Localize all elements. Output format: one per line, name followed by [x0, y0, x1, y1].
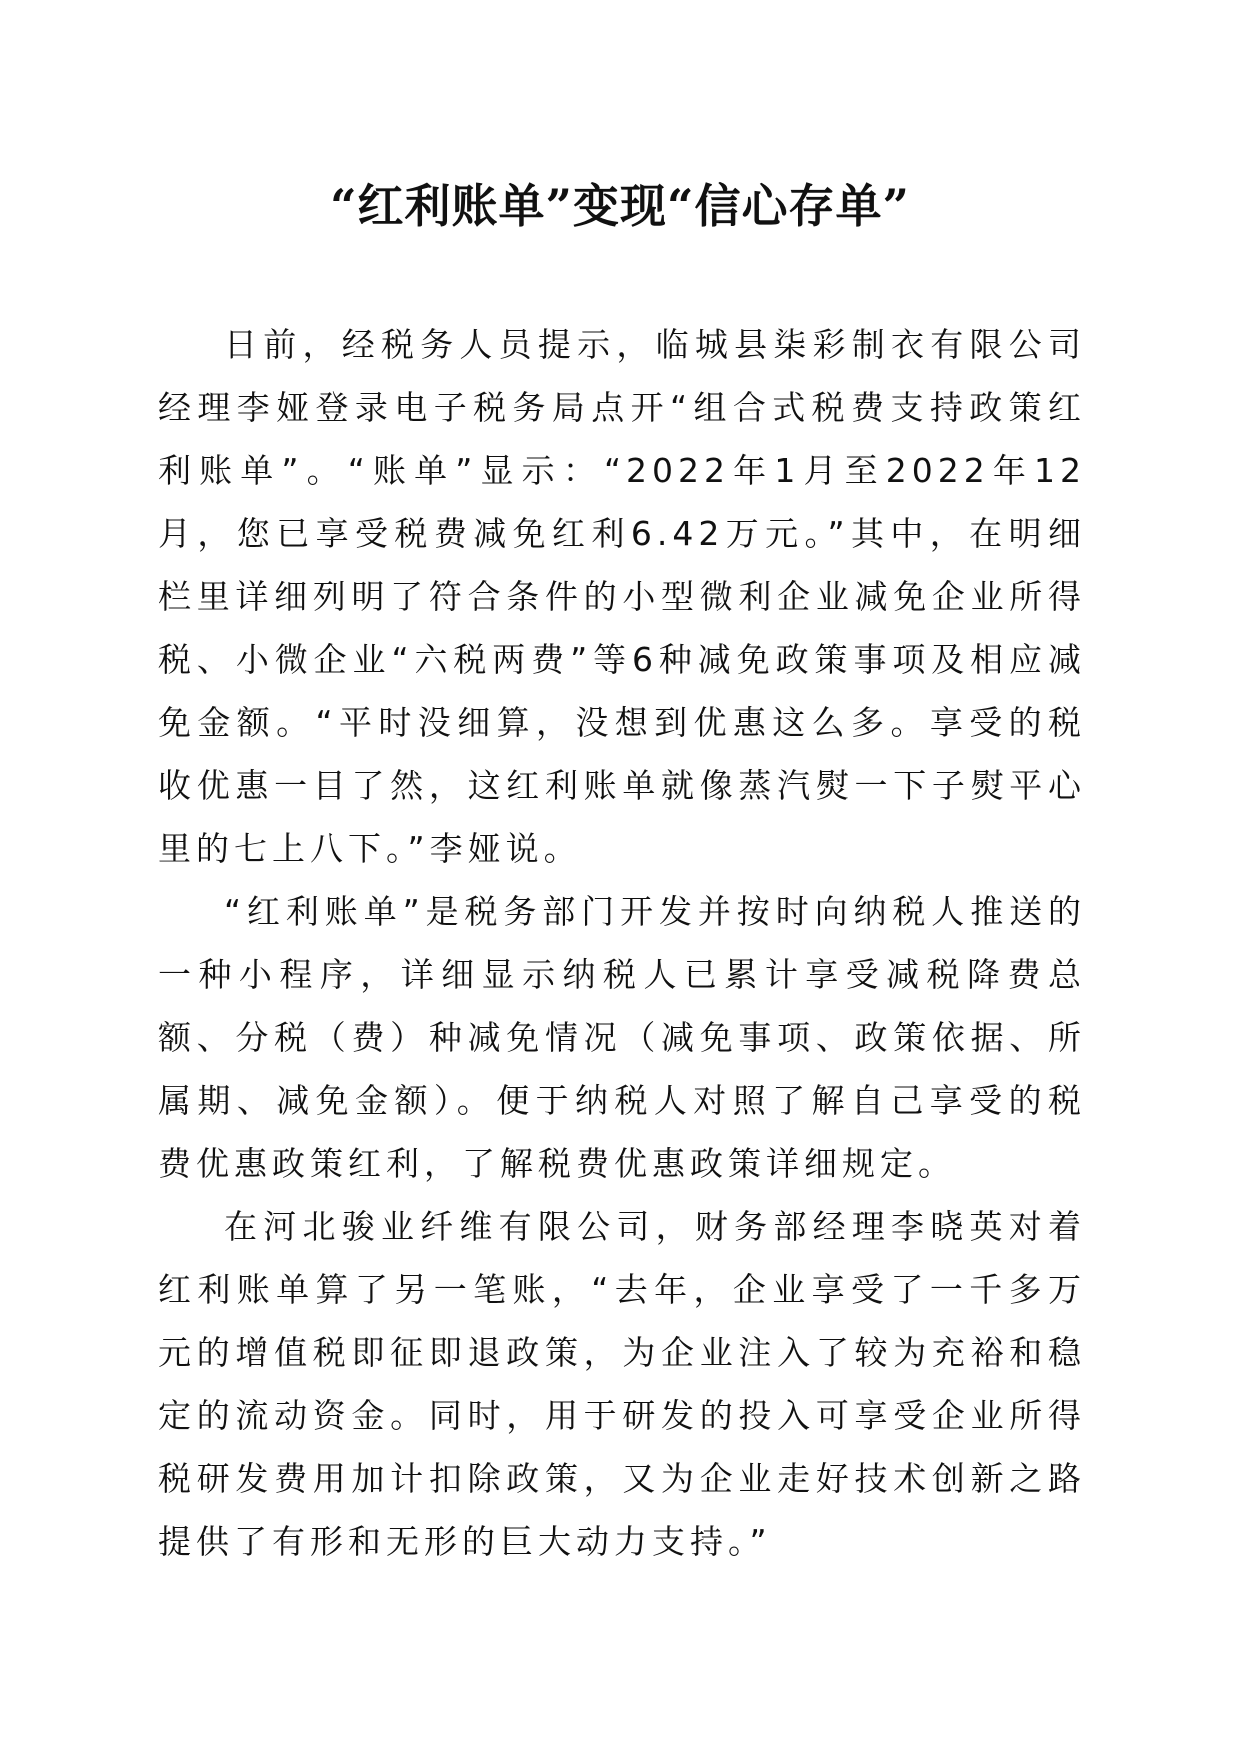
page-title: “红利账单”变现“信心存单” [330, 179, 910, 233]
paragraph-2: “红利账单”是税务部门开发并按时向纳税人推送的一种小程序，详细显示纳税人已累计享受减税降费总额、分税（费）种减免情况（减免事项、政策依据、所属期、减免金额）。便于纳税人对照了解自己享受的税费优惠政策红利，了解税费优惠政策详细规定。 [158, 892, 1086, 1183]
paragraph-3: 在河北骏业纤维有限公司，财务部经理李晓英对着红利账单算了另一笔账，“去年，企业享受了一千多万元的增值税即征即退政策，为企业注入了较为充裕和稳定的流动资金。同时，用于研发的投入可享受企业所得税研发费用加计扣除政策，又为企业走好技术创新之路提供了有形和无形的巨大动力支持。” [158, 1207, 1086, 1561]
article-body [158, 313, 1086, 1573]
paragraph-1: 日前，经税务人员提示，临城县柒彩制衣有限公司经理李娅登录电子税务局点开“组合式税费支持政策红利账单”。“账单”显示：“2022年1月至2022年12月，您已享受税费减免红利6.42万元。”其中，在明细栏里详细列明了符合条件的小型微利企业减免企业所得税、小微企业“六税两费”等6种减免政策事项及相应减免金额。“平时没细算，没想到优惠这么多。享受的税收优惠一目了然，这红利账单就像蒸汽熨一下子熨平心里的七上八下。”李娅说。 [158, 325, 1086, 868]
